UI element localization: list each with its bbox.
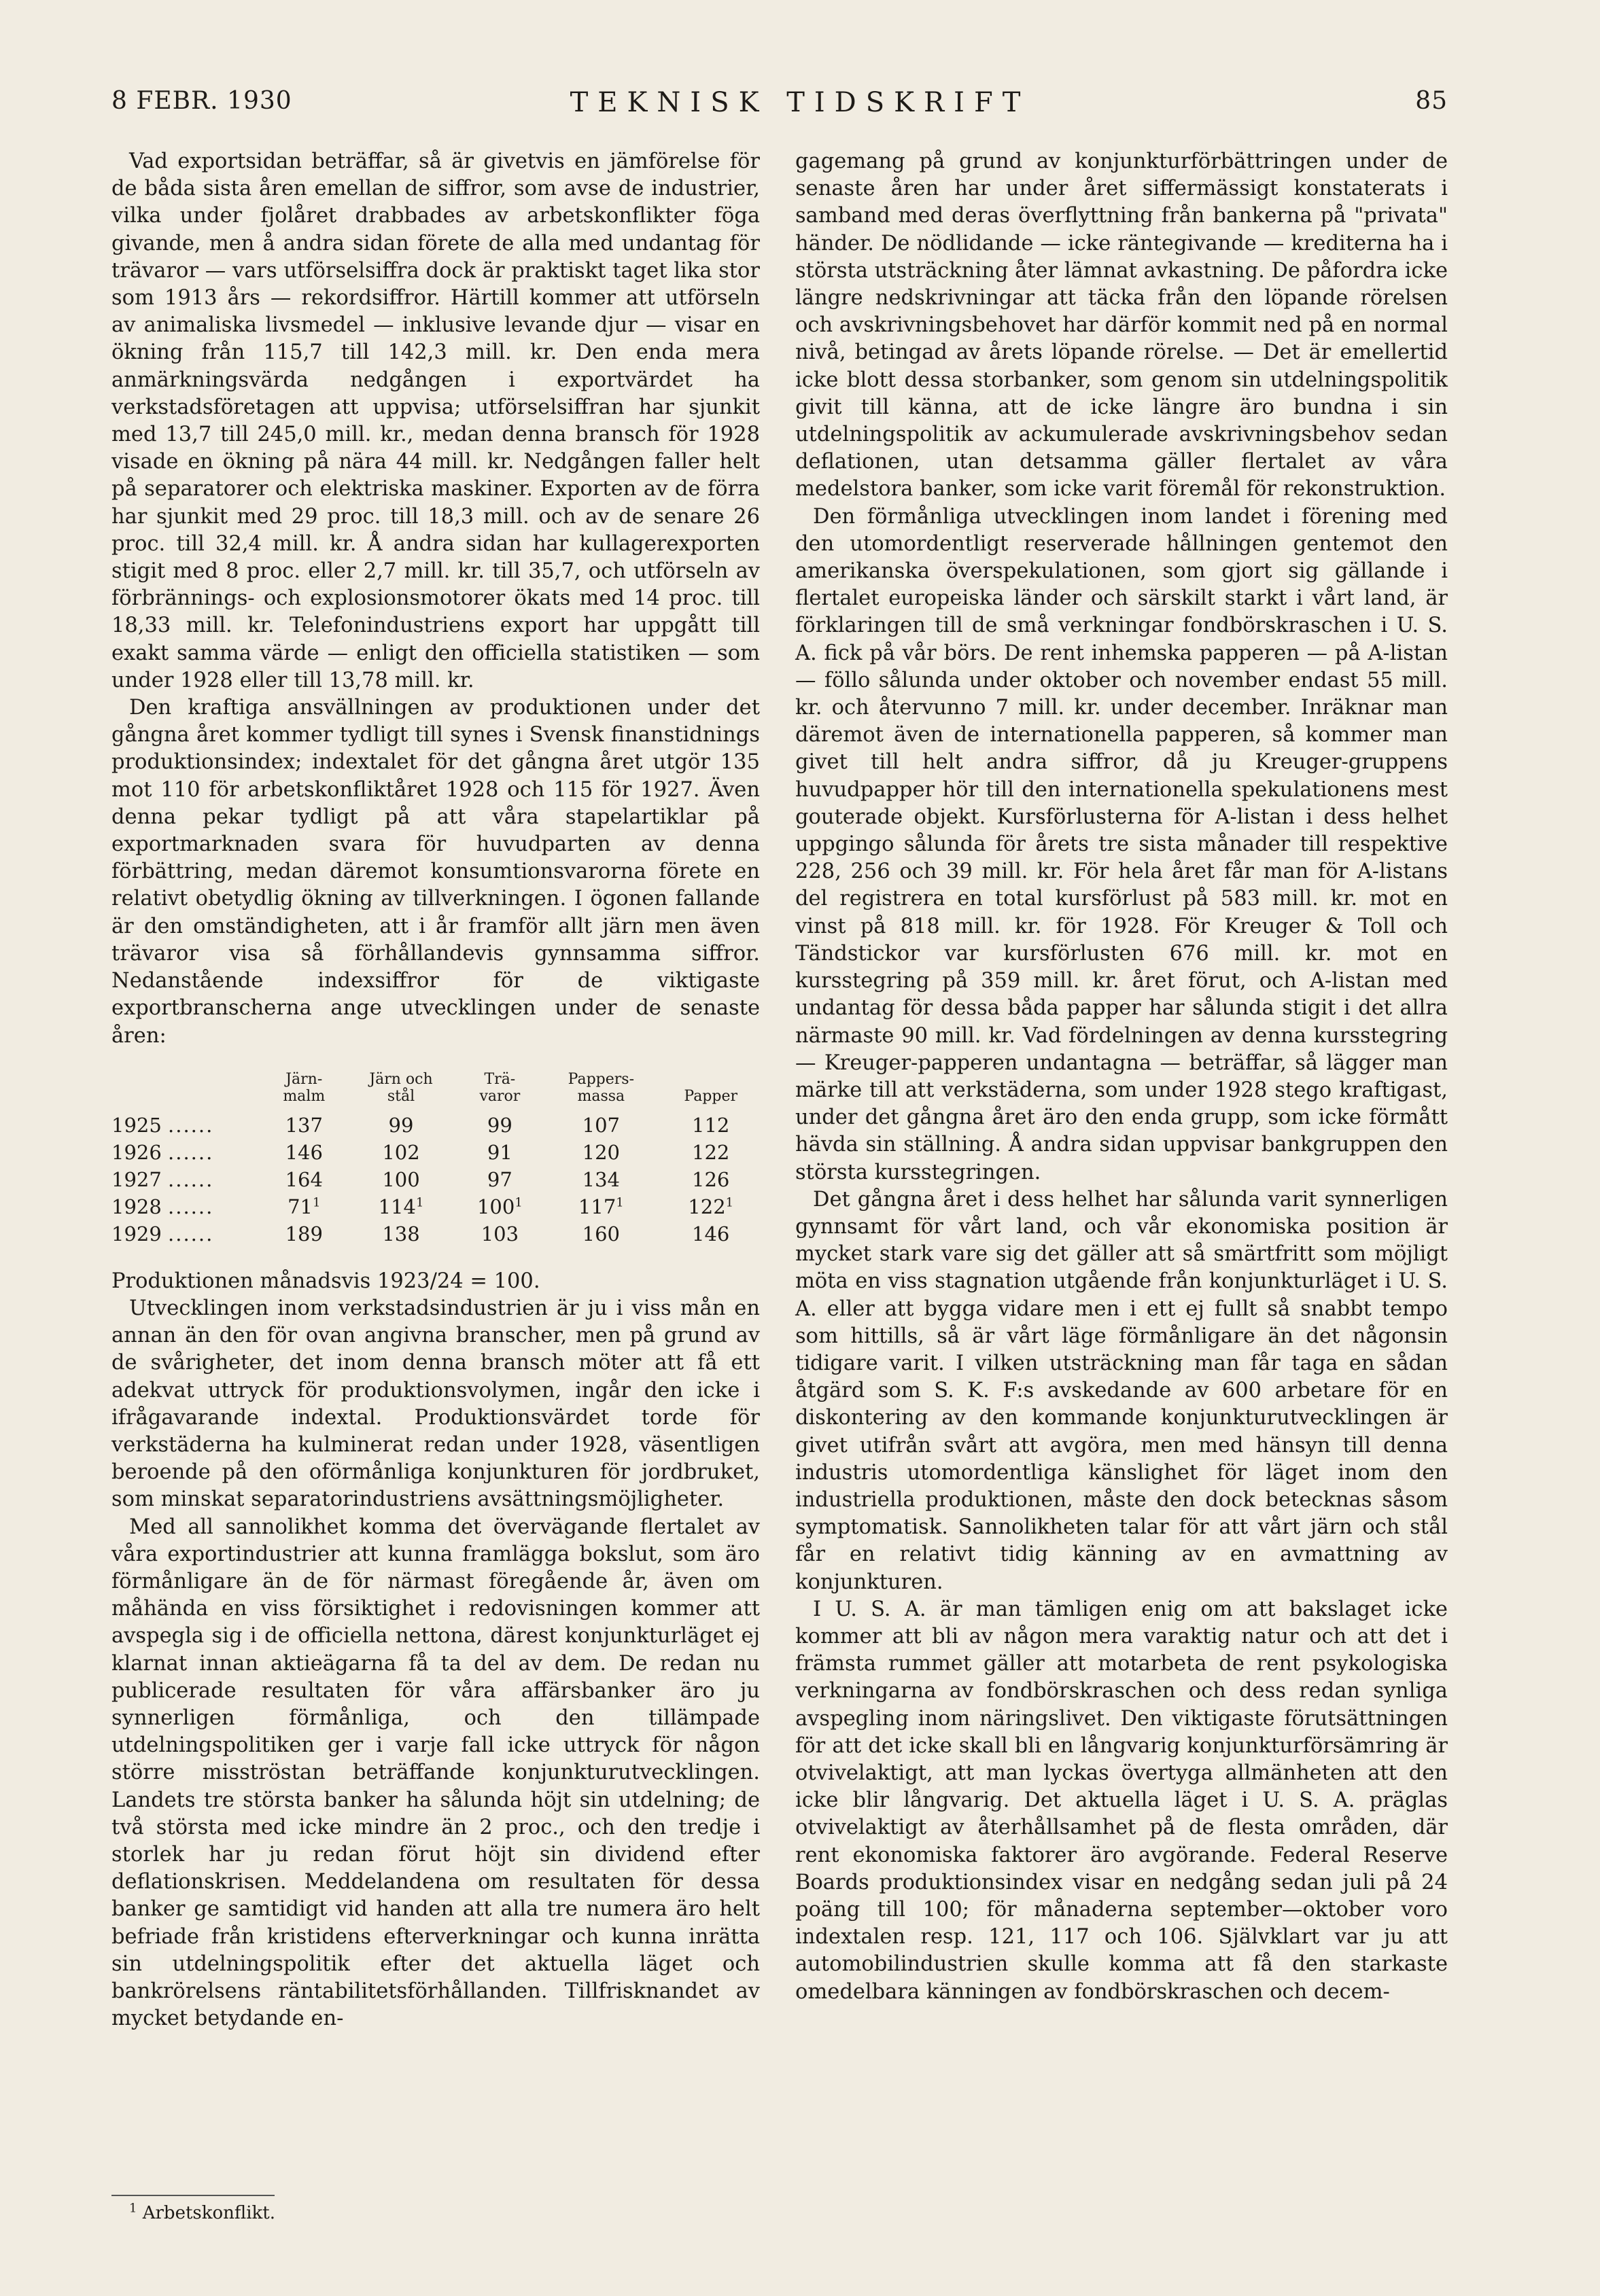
year: 1925 <box>111 1113 162 1137</box>
table-header-label: Pappers- massa <box>568 1070 635 1105</box>
value-cell: 107 <box>582 1113 621 1137</box>
value-cell: 146 <box>692 1222 730 1246</box>
footnote-ref: 1 <box>725 1195 734 1210</box>
value-cell <box>540 1193 661 1220</box>
year: 1929 <box>111 1222 162 1246</box>
year: 1926 <box>111 1140 162 1164</box>
paragraph: Det gångna året i dess helhet har sålunda varit synnerligen gynnsamt för vårt land, och vår ekonomiska position är mycket stark vare sig det gäller att så smärtfritt som möjligt möta en viss stagnation utgående från konjunkturläget i U. S. A. eller att bygga vidare men i ett ej fullt så snabbt tempo som hittills, så är vårt läge förmånligare än det någonsin tidigare varit. I vilken utsträckning man får taga en sådan åtgärd som S. K. F:s avskedande av 600 arbetare för en diskontering av den kommande konjunkturutvecklingen är givet utifrån svårt att avgöra, men med hänsyn till denna industris utomordentliga känslighet för läget inom den industriella produktionen, måste den dock betecknas såsom symptomatisk. Sannolikheten talar för att vårt järn och stål får en relativt tidig känning av en avmattning av konjunkturen. <box>795 1187 1448 1594</box>
value-cell: 99 <box>388 1113 414 1137</box>
value-cell: 189 <box>285 1222 323 1246</box>
value-cell: 112 <box>692 1113 730 1137</box>
value-cell <box>265 1193 343 1220</box>
table-row <box>111 1220 760 1248</box>
table-header-label: Järn- malm <box>283 1070 326 1105</box>
year-cell <box>111 1112 265 1139</box>
footnote-text: Arbetskonflikt. <box>142 2203 276 2223</box>
table-header <box>540 1070 661 1112</box>
footnote <box>129 2203 275 2223</box>
paragraph: Utvecklingen inom verkstadsindustrien är ju i viss mån en annan än den för ovan angivna branscher, men på grund av de svårigheter, det inom denna bransch möter att få ett adekvat uttryck för produktionsvolymen, ingår den icke i ifrågavarande indextal. Produktionsvärdet torde för verkstäderna ha kulminerat redan under 1928, väsentligen beroende på den oförmånliga konjunkturen för jordbruket, som minskat separatorindustriens avsättningsmöjligheter. <box>111 1296 760 1512</box>
table-header-label: Järn och stål <box>369 1070 433 1105</box>
value-cell: 100 <box>382 1167 420 1191</box>
footnote-mark: 1 <box>129 2201 137 2216</box>
value: 122 <box>688 1195 726 1218</box>
table-header <box>111 1070 265 1112</box>
table-header-label: Trä- varor <box>479 1070 521 1105</box>
year: 1928 <box>111 1195 162 1218</box>
leader-dots: ...... <box>168 1222 214 1246</box>
table-header <box>459 1070 540 1112</box>
paragraph: Den förmånliga utvecklingen inom landet i förening med den utomordentligt reserverade hållningen gentemot den amerikanska överspekulationen, som gjort sig gällande i flertalet europeiska länder och särskilt starkt i vårt land, är förklaringen till de små verkningar fondbörskraschen i U. S. A. fick på vår börs. De rent inhemska papperen — på A-listan — föllo sålunda under oktober och november endast 55 mill. kr. och återvunno 7 mill. kr. under december. Inräknar man däremot även de internationella papperen, så kommer man givet till helt andra siffror, då ju Kreuger-gruppens huvudpapper hör till den internationella spekulationens mest gouterade objekt. Kursförlusterna för A-listan i dess helhet uppgingo sålunda för årets tre sista månader till respektive 228, 256 och 39 mill. kr. För hela året får man för A-listans del registrera en total kursförlust på 583 mill. kr. mot en vinst på 818 mill. kr. för 1928. För Kreuger & Toll och Tändstickor var kursförlusten 676 mill. kr. mot en kursstegring på 359 mill. kr. året förut, och A-listan med undantag för dessa båda papper har sålunda stigit i det allra närmaste 90 mill. kr. Vad fördelningen av denna kursstegring — Kreuger-papperen undantagna — beträffar, så lägger man märke till att verkstäderna, som under 1928 stego kraftigast, under det gångna året äro den enda grupp, som icke förmått hävda sin ställning. Å andra sidan uppvisar bankgruppen den största kursstegringen. <box>795 504 1448 1184</box>
year-cell <box>111 1166 265 1193</box>
footnote-ref: 1 <box>616 1195 624 1210</box>
value-cell: 134 <box>582 1167 621 1191</box>
footnote-ref: 1 <box>515 1195 523 1210</box>
year: 1927 <box>111 1167 162 1191</box>
value-cell: 138 <box>382 1222 420 1246</box>
table-row <box>111 1166 760 1193</box>
value-cell: 126 <box>692 1167 730 1191</box>
paragraph: gagemang på grund av konjunkturförbättringen under de senaste åren har under året siffermässigt konstaterats i samband med deras överflyttning från bankerna på "privata" händer. De nödlidande — icke räntegivande — krediterna ha i största utsträckning åter lämnat avkastning. De påfordra icke längre nedskrivningar att täcka från den löpande rörelsen och avskrivningsbehovet har därför kommit ned på en normal nivå, betingad av årets löpande rörelse. — Det är emellertid icke blott dessa storbanker, som genom sin utdelningspolitik givit till känna, att de icke längre äro bundna i sin utdelningspolitik av ackumulerade avskrivningsbehov sedan deflationen, utan detsamma gäller flertalet av våra medelstora banker, som icke varit föremål för rekonstruktion. <box>795 149 1448 501</box>
table-row <box>111 1139 760 1166</box>
paragraph: Vad exportsidan beträffar, så är givetvis en jämförelse för de båda sista åren emellan de siffror, som avse de industrier, vilka under fjolåret drabbades av arbetskonflikter föga givande, men å andra sidan förete de alla med undantag för trävaror — vars utförselsiffra dock är praktiskt taget lika stor som 1913 års — rekordsiffror. Härtill kommer att utförseln av animaliska livsmedel — inklusive levande djur — visar en ökning från 115,7 till 142,3 mill. kr. Den enda mera anmärkningsvärda nedgången i exportvärdet ha verkstadsföretagen att uppvisa; utförselsiffran har sjunkit med 13,7 till 245,0 mill. kr., medan denna bransch för 1928 visade en ökning på nära 44 mill. kr. Nedgången faller helt på separatorer och elektriska maskiner. Exporten av de förra har sjunkit med 29 proc. till 18,3 mill. och av de senare 26 proc. till 32,4 mill. kr. Å andra sidan har kullagerexporten stigit med 8 proc. eller 2,7 mill. kr. till 35,7, och utförseln av förbrännings- och explosionsmotorer ökats med 14 proc. till 18,33 mill. kr. Telefonindustriens export har uppgått till exakt samma värde — enligt den officiella statistiken — som under 1928 eller till 13,78 mill. kr. <box>111 149 760 692</box>
table-header <box>661 1070 760 1112</box>
leader-dots: ...... <box>168 1195 214 1218</box>
leader-dots: ...... <box>168 1167 214 1191</box>
header-page-number: 85 <box>1415 87 1448 115</box>
header-journal-title: TEKNISK TIDSKRIFT <box>570 87 1030 118</box>
value-cell: 103 <box>481 1222 519 1246</box>
paragraph: Den kraftiga ansvällningen av produktionen under det gångna året kommer tydligt till synes i Svensk finanstidnings produktionsindex; indextalet för det gångna året utgör 135 mot 110 för arbetskonfliktåret 1928 och 115 för 1927. Även denna pekar tydligt på att våra stapelartiklar på exportmarknaden svara för huvudparten av denna förbättring, medan däremot konsumtionsvarorna förete en relativt obetydlig ökning av tillverkningen. I ögonen fallande är den omständigheten, att i år framför allt järn men även trävaror visa så förhållandevis gynnsamma siffror. Nedanstående indexsiffror för de viktigaste exportbranscherna ange utvecklingen under de senaste åren: <box>111 696 760 1048</box>
value-cell: 146 <box>285 1140 323 1164</box>
leader-dots: ...... <box>168 1113 214 1137</box>
footnote-ref: 1 <box>415 1195 424 1210</box>
value-cell <box>661 1193 760 1220</box>
table-header-label: Papper <box>684 1087 738 1105</box>
year-cell <box>111 1193 265 1220</box>
table-caption: Produktionen månadsvis 1923/24 = 100. <box>111 1269 540 1293</box>
table-row <box>111 1193 760 1220</box>
year-cell <box>111 1220 265 1248</box>
value-cell <box>459 1193 540 1220</box>
table-header <box>343 1070 459 1112</box>
value-cell: 120 <box>582 1140 621 1164</box>
value: 100 <box>476 1195 515 1218</box>
value-cell: 137 <box>285 1113 323 1137</box>
value-cell: 160 <box>582 1222 621 1246</box>
value-cell: 99 <box>487 1113 512 1137</box>
value: 114 <box>378 1195 416 1218</box>
footnote-ref: 1 <box>312 1195 321 1210</box>
export-index-table <box>111 1070 760 1248</box>
paragraph: Med all sannolikhet komma det övervägande flertalet av våra exportindustrier att kunna framlägga bokslut, som äro förmånligare än de för närmast föregående år, även om måhända en viss försiktighet i redovisningen kommer att avspegla sig i de officiella nettona, därest konjunkturläget ej klarnat innan aktieägarna få ta del av dem. De redan nu publicerade resultaten för våra affärsbanker äro ju synnerligen förmånliga, och den tillämpade utdelningspolitiken ger i varje fall icke uttryck för någon större misströstan beträffande konjunkturutvecklingen. Landets tre största banker ha sålunda höjt sin utdelning; de två största med icke mindre än 2 proc., och den tredje i storlek har ju redan förut höjt sin dividend efter deflationskrisen. Meddelandena om resultaten för dessa banker ge samtidigt vid handen att alla tre numera äro helt befriade från kristidens efterverkningar och kunna inrätta sin utdelningspolitik efter det aktuella läget och bankrörelsens räntabilitetsförhållanden. Tillfrisknandet av mycket betydande en- <box>111 1515 760 2031</box>
value-cell: 97 <box>487 1167 512 1191</box>
value: 117 <box>578 1195 616 1218</box>
leader-dots: ...... <box>168 1140 214 1164</box>
header-date: 8 FEBR. 1930 <box>111 87 292 115</box>
right-column <box>795 148 1448 2006</box>
value-cell: 102 <box>382 1140 420 1164</box>
value: 71 <box>288 1195 313 1218</box>
left-column <box>111 148 760 2032</box>
value-cell: 164 <box>285 1167 323 1191</box>
footnote-divider <box>111 2195 275 2196</box>
table-header-row <box>111 1070 760 1112</box>
value-cell <box>343 1193 459 1220</box>
paragraph: I U. S. A. är man tämligen enig om att bakslaget icke kommer att bli av någon mera varaktig natur och att det i främsta rummet gäller att motarbeta de rent psykologiska verkningarna av fondbörskraschen och dess redan synliga avspegling inom näringslivet. Den viktigaste förutsättningen för att det icke skall bli en långvarig konjunkturförsämring är otvivelaktigt, att man lyckas övertyga allmänheten att den icke blir långvarig. Det aktuella läget i U. S. A. präglas otvivelaktigt av återhållsamhet på de flesta områden, där rent ekonomiska faktorer äro avgörande. Federal Reserve Boards produktionsindex visar en nedgång sedan juli på 24 poäng till 100; för månaderna september—oktober voro indextalen resp. 121, 117 och 106. Självklart var ju att automobilindustrien skulle komma att få den starkaste omedelbara känningen av fondbörskraschen och decem- <box>795 1597 1448 2004</box>
value-cell: 91 <box>487 1140 512 1164</box>
value-cell: 122 <box>692 1140 730 1164</box>
table-header <box>265 1070 343 1112</box>
table-row <box>111 1112 760 1139</box>
year-cell <box>111 1139 265 1166</box>
